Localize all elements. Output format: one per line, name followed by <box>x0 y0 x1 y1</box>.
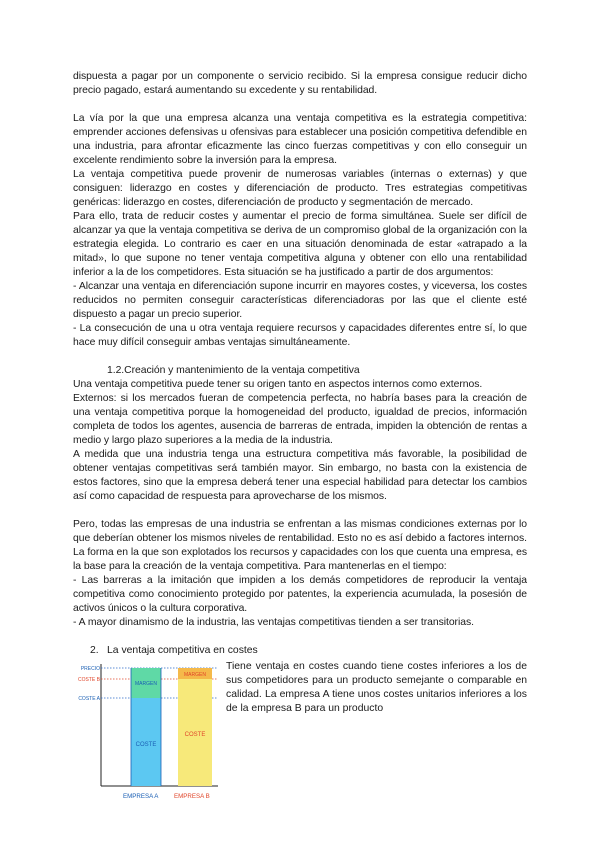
y-label-price: PRECIO <box>80 666 100 672</box>
paragraph: Una ventaja competitiva puede tener su origen tanto en aspectos internos como externos. <box>73 379 483 390</box>
section-heading: 1.2.Creación y mantenimiento de la ventaja competitiva <box>107 365 360 376</box>
list-number: 2. <box>90 645 99 656</box>
figure-x-labels <box>73 793 223 803</box>
bar-b-cost-label: COSTE <box>184 732 206 738</box>
cost-advantage-figure <box>73 660 218 790</box>
paragraph: La ventaja competitiva puede provenir de numerosas variables (internas o externas) y que consiguen: liderazgo en costes y diferenciación de producto. Tres estrategias competitivas genéricas: liderazgo en costes, diferenciación de producto y segmentación de mercado. <box>73 169 527 208</box>
list-heading-title: La ventaja competitiva en costes <box>107 645 258 656</box>
numbered-heading <box>73 644 527 658</box>
paragraph: - Alcanzar una ventaja en diferenciación supone incurrir en mayores costes, y viceversa, los costes reducidos no permiten conseguir características diferenciadoras por las que el cliente esté dispuesto a pagar un precio superior. <box>73 281 527 320</box>
paragraph: - La consecución de una u otra ventaja requiere recursos y capacidades diferentes entre sí, lo que hace muy difícil conseguir ambas ventajas simultáneamente. <box>73 323 527 348</box>
paragraph: La vía por la que una empresa alcanza una ventaja competitiva es la estrategia competitiva: emprender acciones defensivas u ofensivas para establecer una posición competitiva defendible en una industria, para afrontar eficazmente las cinco fuerzas competitivas y con ello conseguir un excelente rendimiento sobre la inversión para la empresa. <box>73 113 527 166</box>
paragraph: Pero, todas las empresas de una industria se enfrentan a las mismas condiciones externas por lo que deberían obtener los mismos niveles de rentabilidad. Esto no es así debido a factores internos. La forma en la que son explotados los recursos y capacidades con los que cuenta una empresa, es la base para la creación de la ventaja competitiva. Para mantenerlas en el tiempo: <box>73 519 527 572</box>
y-label-cost-a: COSTE A <box>78 696 100 702</box>
paragraph: dispuesta a pagar por un componente o servicio recibido. Si la empresa consigue reducir dicho precio pagado, estará aumentando su excedente y su rentabilidad. <box>73 71 527 96</box>
x-label-empresa-b: EMPRESA B <box>174 793 210 800</box>
x-label-empresa-a: EMPRESA A <box>123 793 159 800</box>
paragraph: - Las barreras a la imitación que impiden a los demás competidores de reproducir la ventaja competitiva como conocimiento protegido por patentes, la experiencia acumulada, la posesión de activos únicos o la cultura corporativa. <box>73 575 527 614</box>
bar-a-margin-label: MARGEN <box>135 681 157 687</box>
paragraph: Externos: si los mercados fueran de competencia perfecta, no habría bases para la creación de una ventaja competitiva porque la homogeneidad del producto, igualdad de precios, información completa de todos los agentes, ausencia de barreras de entrada, impiden la obtención de rentas a medio y largo plazo superiores a la media de la industria. <box>73 393 527 446</box>
bar-b-margin-label: MARGEN <box>184 672 206 678</box>
paragraph: A medida que una industria tenga una estructura competitiva más favorable, la posibilidad de obtener ventajas competitivas será también mayor. Sin embargo, no basta con la existencia de estos factores, sino que la empresa deberá tener una especial habilidad para detectar los cambios así como capacidad de respuesta para aprovecharse de los mismos. <box>73 449 527 502</box>
paragraph: Tiene ventaja en costes cuando tiene costes inferiores a los de sus competidores para un producto semejante o comparable en calidad. La empresa A tiene unos costes unitarios inferiores a los de la empresa B para un producto <box>226 661 527 714</box>
document-page <box>73 70 527 800</box>
figure-with-text <box>73 660 527 800</box>
bar-a-cost-label: COSTE <box>135 742 157 748</box>
y-label-cost-b: COSTE B <box>78 677 100 683</box>
paragraph: Para ello, trata de reducir costes y aumentar el precio de forma simultánea. Suele ser difícil de alcanzar ya que la ventaja competitiva se deriva de un compromiso global de la organización con la estrategia elegida. Lo contrario es caer en una situación denominada de estar «atrapado a la mitad», lo que supone no tener ventaja competitiva alguna y obtener con ello una rentabilidad inferior a la de los competidores. Esta situación se ha justificado a partir de dos argumentos: <box>73 211 527 278</box>
paragraph: - A mayor dinamismo de la industria, las ventajas competitivas tienden a ser transitorias. <box>73 617 474 628</box>
